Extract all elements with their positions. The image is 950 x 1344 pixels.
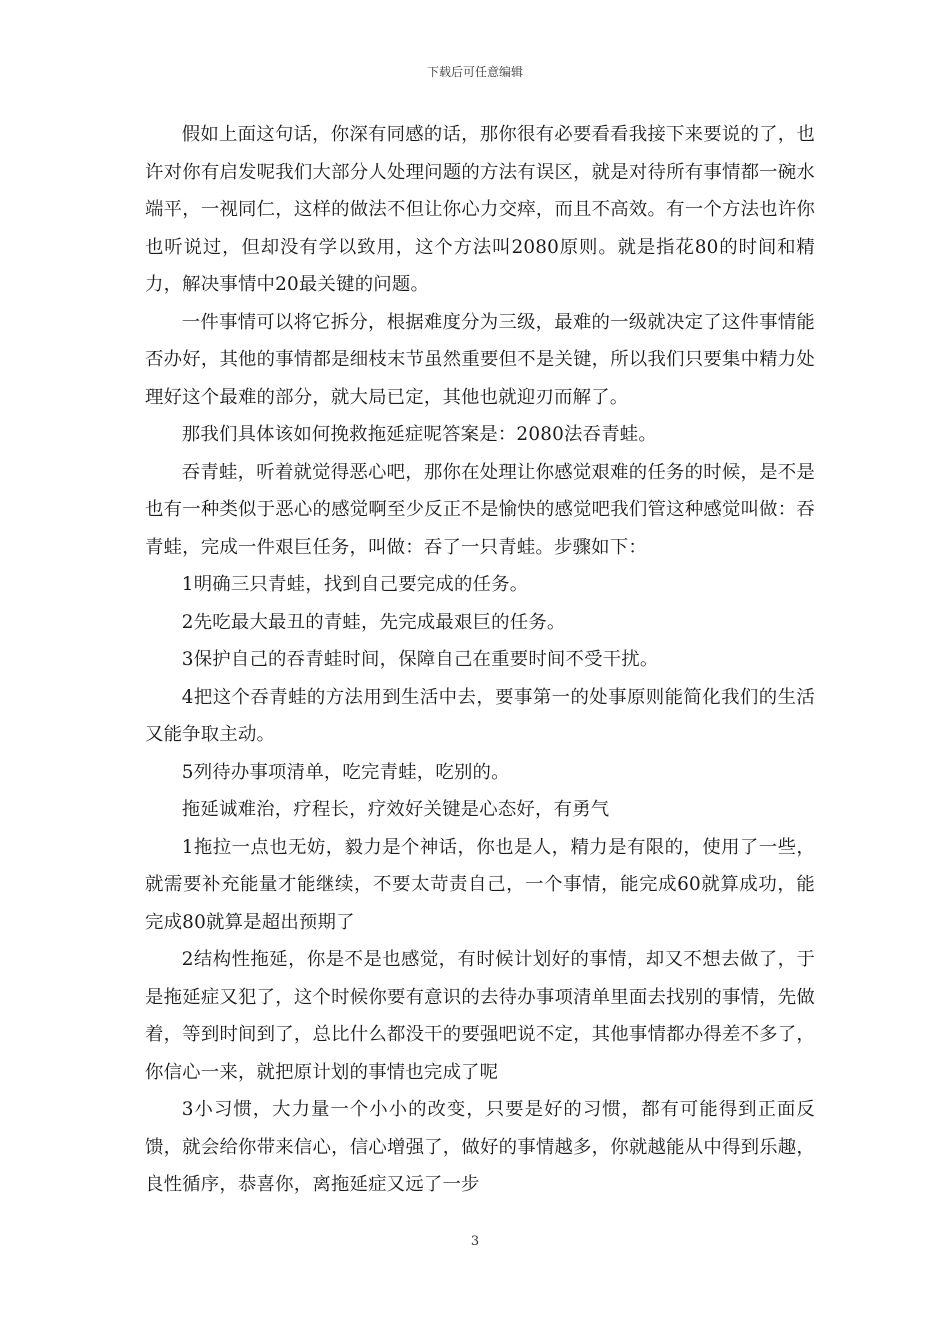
list-item: 1明确三只青蛙，找到自己要完成的任务。 bbox=[181, 574, 529, 595]
list-item: 2先吃最大最丑的青蛙，先完成最艰巨的任务。 bbox=[181, 611, 566, 633]
body-text bbox=[145, 116, 815, 1204]
paragraph: 拖延诚难治，疗程长，疗效好关键是心态好，有勇气 bbox=[181, 799, 610, 820]
paragraph: 吞青蛙，听着就觉得恶心吧，那你在处理让你感觉艰难的任务的时候，是不是也有一种类似于恶心的感觉啊至少反正不是愉快的感觉吧我们管这种感觉叫做：吞青蛙，完成一件艰巨任务，叫做：吞了一只青蛙。步骤如下： bbox=[145, 461, 815, 558]
paragraph: 那我们具体该如何挽救拖延症呢答案是：2080法吞青蛙。 bbox=[181, 424, 657, 445]
list-item: 5列待办事项清单，吃完青蛙，吃别的。 bbox=[181, 761, 510, 783]
list-item: 2结构性拖延，你是不是也感觉，有时候计划好的事情，却又不想去做了，于是拖延症又犯了，这个时候你要有意识的去待办事项清单里面去找别的事情，先做着，等到时间到了，总比什么都没干的要强吧说不定，其他事情都办得差不多了，你信心一来，就把原计划的事情也完成了呢 bbox=[145, 949, 815, 1083]
list-item: 1拖拉一点也无妨，毅力是个神话，你也是人，精力是有限的，使用了一些，就需要补充能量才能继续，不要太苛责自己，一个事情，能完成60就算成功，能完成80就算是超出预期了 bbox=[145, 836, 815, 933]
paragraph: 假如上面这句话，你深有同感的话，那你很有必要看看我接下来要说的了，也许对你有启发呢我们大部分人处理问题的方法有误区，就是对待所有事情都一碗水端平，一视同仁，这样的做法不但让你心力交瘁，而且不高效。有一个方法也许你也听说过，但却没有学以致用，这个方法叫2080原则。就是指花80的时间和精力，解决事情中20最关键的问题。 bbox=[145, 124, 815, 295]
paragraph: 一件事情可以将它拆分，根据难度分为三级，最难的一级就决定了这件事情能否办好，其他的事情都是细枝末节虽然重要但不是关键，所以我们只要集中精力处理好这个最难的部分，就大局已定，其他也就迎刃而解了。 bbox=[145, 311, 815, 408]
list-item: 3保护自己的吞青蛙时间，保障自己在重要时间不受干扰。 bbox=[181, 649, 659, 670]
page-header: 下载后可任意编辑 bbox=[426, 65, 523, 79]
list-item: 4把这个吞青蛙的方法用到生活中去，要事第一的处事原则能简化我们的生活又能争取主动。 bbox=[145, 686, 815, 745]
page-number: 3 bbox=[470, 1234, 480, 1249]
list-item: 3小习惯，大力量一个小小的改变，只要是好的习惯，都有可能得到正面反馈，就会给你带来信心，信心增强了，做好的事情越多，你就越能从中得到乐趣，良性循序，恭喜你，离拖延症又远了一步 bbox=[145, 1099, 815, 1195]
